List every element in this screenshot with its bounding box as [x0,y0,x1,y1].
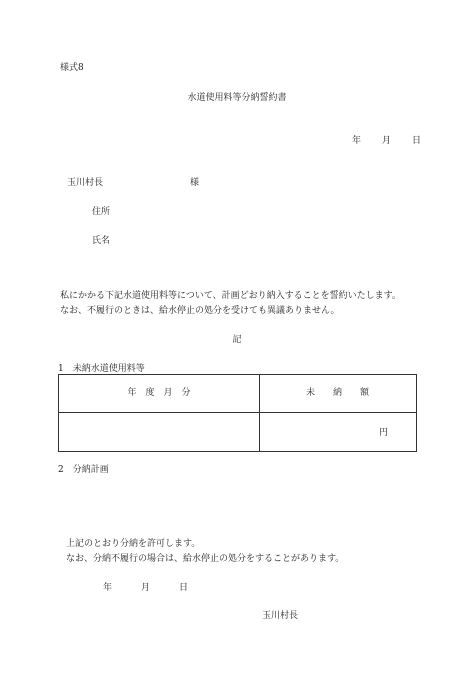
date-day-label: 日 [412,136,422,146]
yen-unit-label: 円 [379,428,389,438]
table-header-unpaid-amount: 未 納 額 [305,388,369,398]
date-year-label: 年 [352,136,362,146]
approver-name: 玉川村長 [262,611,299,621]
approval-text-line-1: 上記のとおり分納を許可します。 [66,539,201,549]
approval-text-line-2: なお、分納不履行の場合は、給水停止の処分をすることがあります。 [66,554,345,564]
address-label: 住所 [92,207,111,217]
table-row-divider [59,412,416,413]
pledge-text-line-2: なお、不履行のときは、給水停止の処分を受けても異議ありません。 [60,306,340,316]
approval-date-year-label: 年 [103,583,113,593]
pledge-text-line-1: 私にかかる下記水道使用料等について、計画どおり納入することを誓約いたします。 [60,291,401,301]
form-number: 様式8 [60,63,84,73]
ki-heading: 記 [232,335,242,345]
approval-date-month-label: 月 [141,583,151,593]
unpaid-charges-table [58,374,417,452]
document-title: 水道使用料等分納誓約書 [187,93,287,103]
table-header-period: 年 度 月 分 [127,388,191,398]
section-1-heading: 1 未納水道使用料等 [58,364,145,374]
name-label: 氏名 [92,236,111,246]
addressee-name: 玉川村長 [67,178,104,188]
approval-date [103,584,188,593]
addressee-honorific: 様 [190,178,200,188]
date-month-label: 月 [382,136,392,146]
approval-date-day-label: 日 [179,583,189,593]
table-column-divider [259,375,260,451]
section-2-heading: 2 分納計画 [58,465,109,475]
submission-date [352,137,421,146]
